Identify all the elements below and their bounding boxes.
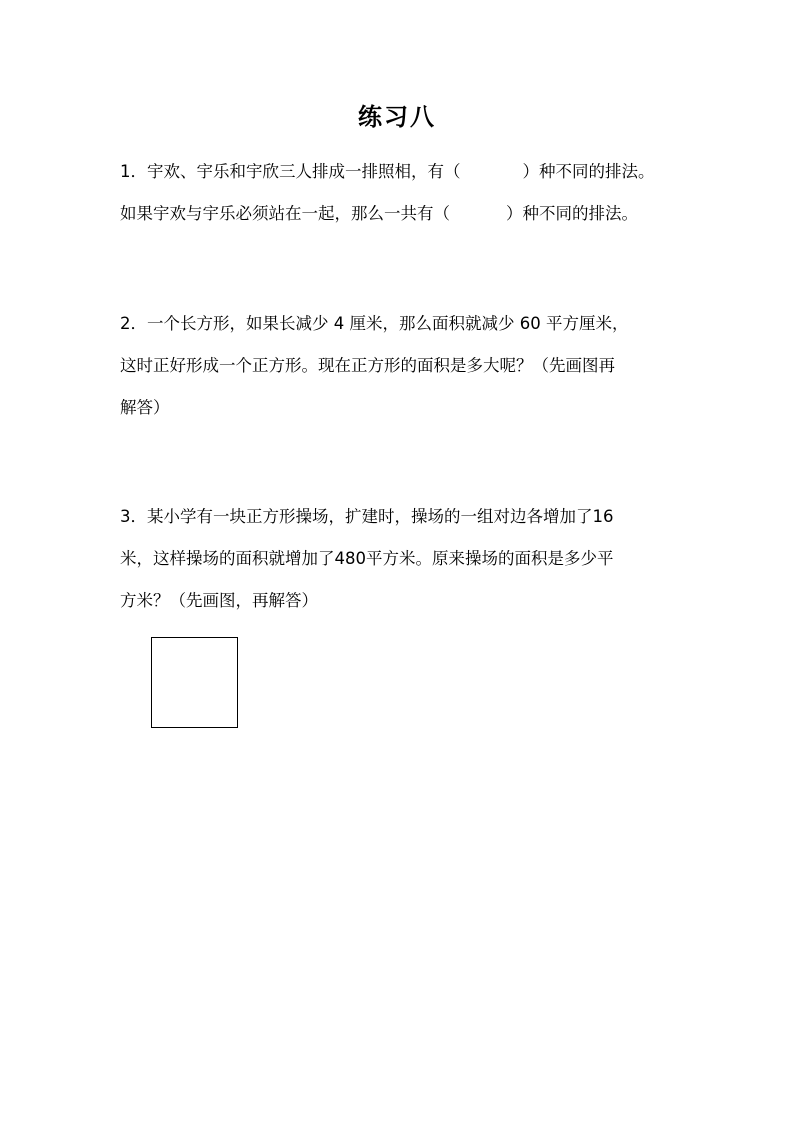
question-1-line-1 [120,160,720,184]
question-2-line-2: 这时正好形成一个正方形。现在正方形的面积是多大呢？（先画图再 [120,356,615,375]
question-2-line-3: 解答） [120,398,170,417]
question-1-text-d: ）种不同的排法。 [506,204,638,223]
question-1-line-2 [120,202,720,226]
question-3-line-1: 3．某小学有一块正方形操场，扩建时，操场的一组对边各增加了16 [120,507,614,526]
question-3-line-2: 米，这样操场的面积就增加了480平方米。原来操场的面积是多少平 [120,549,614,568]
question-1-text-b: ）种不同的排法。 [522,162,655,181]
question-2-line-1: 2．一个长方形，如果长减少 4 厘米，那么面积就减少 60 平方厘米， [120,314,629,333]
square-diagram [151,637,238,728]
question-3-line-3: 方米？（先画图，再解答） [120,591,318,610]
question-1-text-a: 1．宇欢、宇乐和宇欣三人排成一排照相，有（ [120,162,461,181]
page-title: 练习八 [358,103,436,131]
question-1-text-c: 如果宇欢与宇乐必须站在一起，那么一共有（ [120,204,450,223]
